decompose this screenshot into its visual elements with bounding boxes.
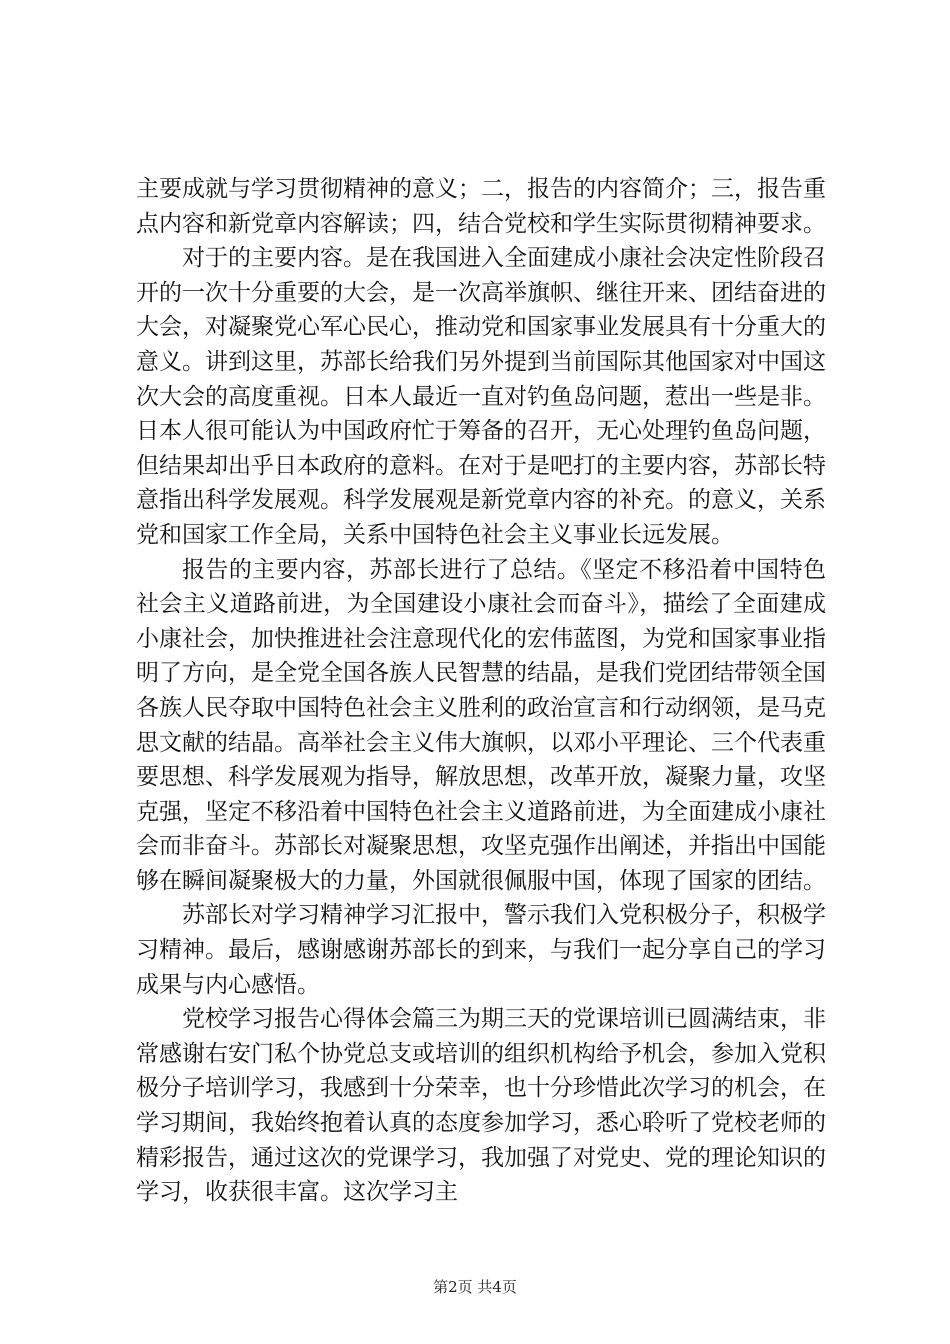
paragraph-3: 报告的主要内容，苏部长进行了总结。《坚定不移沿着中国特色社会主义道路前进，为全国建设小康社会而奋斗》，描绘了全面建成小康社会，加快推进社会注意现代化的宏伟蓝图，为党和国家事业指明了方向，是全党全国各族人民智慧的结晶，是我们党团结带领全国各族人民夺取中国特色社会主义胜利的政治宣言和行动纲领，是马克思文献的结晶。高举社会主义伟大旗帜，以邓小平理论、三个代表重要思想、科学发展观为指导，解放思想，改革开放，凝聚力量，攻坚克强，坚定不移沿着中国特色社会主义道路前进，为全面建成小康社会而非奋斗。苏部长对凝聚思想，攻坚克强作出阐述，并指出中国能够在瞬间凝聚极大的力量，外国就很佩服中国，体现了国家的团结。 bbox=[136, 556, 826, 894]
paragraph-2: 对于的主要内容。是在我国进入全面建成小康社会决定性阶段召开的一次十分重要的大会，是一次高举旗帜、继往开来、团结奋进的大会，对凝聚党心军心民心，推动党和国家事业发展具有十分重大的意义。讲到这里，苏部长给我们另外提到当前国际其他国家对中国这次大会的高度重视。日本人最近一直对钓鱼岛问题，惹出一些是非。日本人很可能认为中国政府忙于筹备的召开，无心处理钓鱼岛问题，但结果却出乎日本政府的意料。在对于是吧打的主要内容，苏部长特意指出科学发展观。科学发展观是新党章内容的补充。的意义，关系党和国家工作全局，关系中国特色社会主义事业长远发展。 bbox=[136, 245, 826, 548]
paragraph-1: 主要成就与学习贯彻精神的意义；二，报告的内容简介；三，报告重点内容和新党章内容解读；四，结合党校和学生实际贯彻精神要求。 bbox=[136, 176, 826, 237]
page-footer: 第2页 共4页 bbox=[433, 1278, 517, 1296]
paragraph-5: 党校学习报告心得体会篇三为期三天的党课培训已圆满结束，非常感谢右安门私个协党总支或培训的组织机构给予机会，参加入党积极分子培训学习，我感到十分荣幸，也十分珍惜此次学习的机会，在学习期间，我始终抱着认真的态度参加学习，悉心聆听了党校老师的精彩报告，通过这次的党课学习，我加强了对党史、党的理论知识的学习，收获很丰富。这次学习主 bbox=[136, 1006, 826, 1206]
paragraph-4: 苏部长对学习精神学习汇报中，警示我们入党积极分子，积极学习精神。最后，感谢感谢苏部长的到来，与我们一起分享自己的学习成果与内心感悟。 bbox=[136, 902, 826, 998]
document-body bbox=[136, 172, 826, 1210]
